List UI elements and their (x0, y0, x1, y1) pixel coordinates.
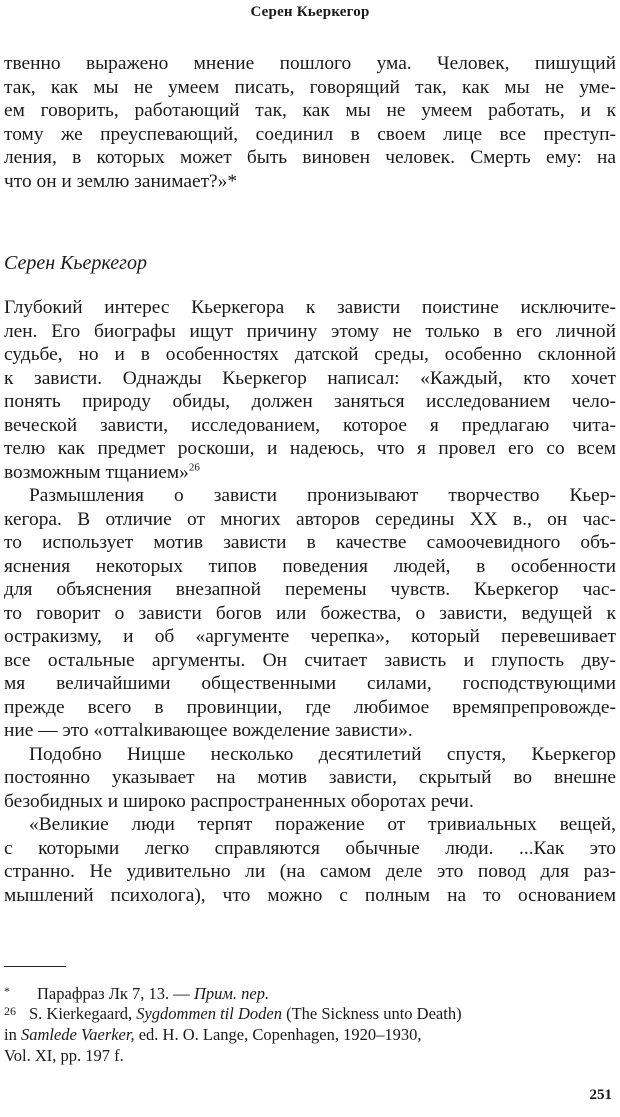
text-line: что он и землю занимает?»* (4, 170, 238, 192)
text-line: кегора. В отличие от многих авторов середины XX в., он час- (4, 508, 616, 530)
text-line: то использует мотив зависти в качестве самоочевидного объ- (4, 532, 616, 553)
footnote-line (4, 1025, 421, 1045)
text-line: понять природу обиды, должен заняться исследованием чело- (4, 391, 616, 412)
text-line: то говорит о зависти богов или божества, о зависти, ведущей к (4, 602, 616, 624)
text-line: к зависти. Однажды Кьеркегор написал: «Каждый, кто хочет (4, 367, 616, 389)
section-heading: Серен Кьеркегор (4, 252, 147, 274)
text-line: яснения некоторых типов поведения людей, в особенности (4, 555, 616, 577)
text-line: все остальные аргументы. Он считает зависть и глупость дву- (4, 649, 616, 671)
footnote-ref: 26 (188, 461, 200, 474)
book-title: Sygdommen til Doden (136, 1004, 282, 1023)
text-line: ем говорить, работающий так, как мы не умеем работать, и к (4, 100, 616, 121)
text-line: Глубокий интерес Кьеркегора к зависти поистине исключите- (4, 297, 616, 318)
text-line: «Великие люди терпят поражение от тривиальных вещей, (29, 814, 616, 835)
text-line: с которыми легко справляются обычные люди. ...Как это (4, 837, 616, 859)
text-span: ed. H. O. Lange, Copenhagen, 1920–1930, (134, 1025, 422, 1044)
text-line (4, 461, 616, 485)
footnote-mark: 26 (4, 1004, 16, 1018)
top-paragraph (4, 52, 616, 193)
text-line: твенно выражено мнение пошлого ума. Человек, пишущий (4, 53, 616, 74)
text-line: веческой зависти, исследованием, которое я предлагаю чита- (4, 414, 616, 436)
footnote-text (37, 984, 269, 1004)
book-title: Samlede Vaerker, (20, 1025, 135, 1044)
text-line: для объяснения внезапной перемены чувств. Кьеркегор час- (4, 579, 616, 600)
text-span: in (4, 1025, 21, 1044)
text-line: мышлений психолога), что можно с полным на то основанием (4, 884, 616, 906)
text-line: тому же преуспевающий, соединил в своем лице все преступ- (4, 123, 616, 145)
text-line: лен. Его биографы ищут причину этому не только в его личной (4, 320, 616, 342)
footnote-line: Vol. XI, pp. 197 f. (4, 1046, 124, 1065)
text-line: Подобно Ницше несколько десятилетий спустя, Кьеркегор (29, 743, 616, 765)
text-line: безобидных и широко распространенных оборотах речи. (4, 790, 474, 812)
footnote-mark: * (4, 984, 10, 998)
footnote-text-span: Парафраз Лк 7, 13. — (37, 984, 194, 1003)
text-line: телю как предмет роскоши, и надеюсь, что я провел его со всем (4, 438, 616, 459)
text-line: ние — это «оттalкивающее вожделение зависти». (4, 720, 413, 741)
text-span: (The Sickness unto Death) (281, 1004, 462, 1023)
running-head: Серен Кьеркегор (250, 4, 370, 20)
text-line: так, как мы не умеем писать, говорящий так, как мы не уме- (4, 76, 616, 98)
footnote-line (29, 1004, 462, 1024)
text-line: остракизму, и об «аргументе черепка», который перевешивает (4, 626, 616, 647)
text-line: странно. Не удивительно ли (на самом деле это повод для раз- (4, 861, 616, 882)
text-line: мя величайшими общественными силами, господствующими (4, 673, 616, 694)
footnote-divider (4, 966, 66, 967)
text-line: постоянно указывает на мотив зависти, скрытый во внешне (4, 767, 616, 788)
text-line: Размышления о зависти пронизывают творчество Кьер- (29, 485, 616, 506)
page-number: 251 (589, 1087, 612, 1103)
paragraph-1 (4, 296, 616, 907)
text-line: прежде всего в провинции, где любимое времяпрепровожде- (4, 696, 616, 718)
text-span: возможным тщанием» (4, 461, 189, 483)
footnote-italic: Прим. пер. (193, 984, 270, 1003)
text-line: ления, в которых может быть виновен человек. Смерть ему: на (4, 147, 616, 168)
text-line: судьбе, но и в особенностях датской среды, особенно склонной (4, 344, 616, 365)
text-span: S. Kierkegaard, (29, 1004, 137, 1023)
